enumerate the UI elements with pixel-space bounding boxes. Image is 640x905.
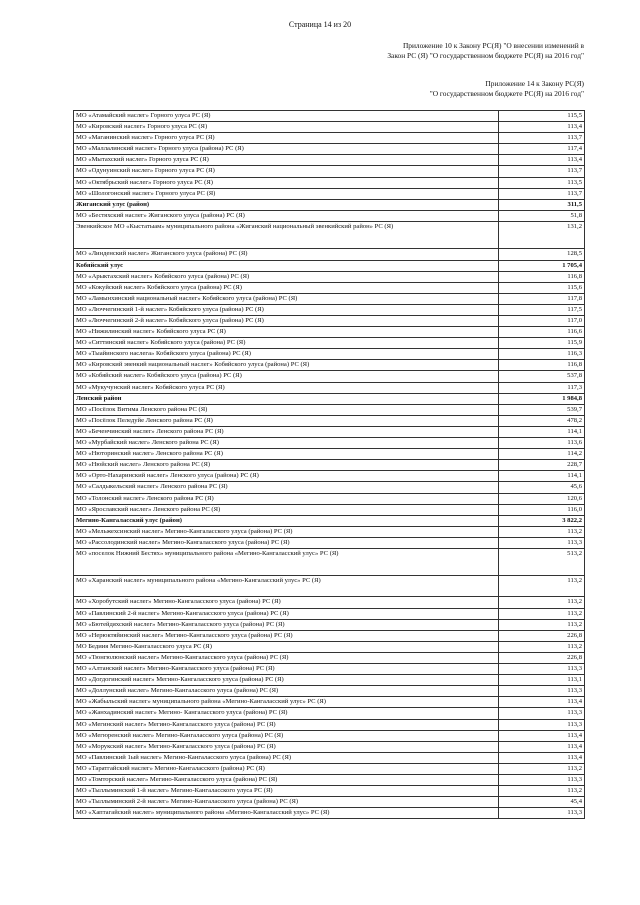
table-row <box>74 786 585 797</box>
row-value-cell: 116,8 <box>499 360 585 371</box>
table-row <box>74 730 585 741</box>
row-name-cell: МО «Рассолодинский наслег» Мегино-Кангаласского улуса (района) РС (Я) <box>74 537 499 548</box>
row-value-cell: 113,3 <box>499 719 585 730</box>
row-value-cell: 115,9 <box>499 338 585 349</box>
row-value-cell: 113,4 <box>499 741 585 752</box>
row-value-cell: 113,4 <box>499 155 585 166</box>
row-name-cell: МО «Алтанский наслег» Мегино-Кангаласского улуса (района) РС (Я) <box>74 664 499 675</box>
row-name-cell: МО «Бютейдяхский наслег» Мегино-Кангаласского улуса (района) РС (Я) <box>74 619 499 630</box>
table-group-row <box>74 515 585 526</box>
table-row <box>74 526 585 537</box>
row-name-cell: МО «Ламынхинский национальный наслег» Кобяйского улуса (района) РС (Я) <box>74 293 499 304</box>
row-value-cell: 51,8 <box>499 210 585 221</box>
row-value-cell: 131,2 <box>499 221 585 249</box>
row-value-cell: 116,3 <box>499 349 585 360</box>
row-name-cell: Эвенкийское МО «Кыстатыам» муниципального района «Жиганский национальный эвенкийский район» РС (Я) <box>74 221 499 249</box>
table-row <box>74 304 585 315</box>
table-row <box>74 166 585 177</box>
row-name-cell: МО «Ситтинский наслег» Кобяйского улуса (района) РС (Я) <box>74 338 499 349</box>
table-row <box>74 282 585 293</box>
table-row <box>74 652 585 663</box>
table-row <box>74 619 585 630</box>
table-row <box>74 741 585 752</box>
table-group-row <box>74 199 585 210</box>
row-name-cell: МО «Тыллыминский 1-й наслег» Мегино-Кангаласского улуса РС (Я) <box>74 786 499 797</box>
row-name-cell: МО Бедиия Мегино-Кангаласского улуса РС (Я) <box>74 641 499 652</box>
row-name-cell: МО «Линденский наслег» Жиганского улуса (района) РС (Я) <box>74 249 499 260</box>
row-value-cell: 113,3 <box>499 774 585 785</box>
table-row <box>74 752 585 763</box>
row-value-cell: 114,1 <box>499 426 585 437</box>
table-row <box>74 188 585 199</box>
row-value-cell: 226,8 <box>499 630 585 641</box>
appendix-10-line-2: Закон РС (Я) "О государственном бюджете РС(Я) на 2016 год" <box>387 51 584 60</box>
table-row <box>74 349 585 360</box>
row-value-cell: 117,3 <box>499 382 585 393</box>
table-row <box>74 597 585 608</box>
row-value-cell: 113,1 <box>499 675 585 686</box>
table-row <box>74 449 585 460</box>
row-value-cell: 45,6 <box>499 482 585 493</box>
row-name-cell: МО «Павлинский 1ый наслег» Мегино-Кангаласского улуса (района) РС (Я) <box>74 752 499 763</box>
table-row <box>74 271 585 282</box>
table-row <box>74 360 585 371</box>
row-name-cell: МО «Нижилинский наслег» Кобяйского улуса РС (Я) <box>74 327 499 338</box>
row-name-cell: МО «Толонский наслег» Ленского района РС (Я) <box>74 493 499 504</box>
row-name-cell: МО «Маганинский наслег» Горного улуса РС (Я) <box>74 133 499 144</box>
table-row <box>74 576 585 597</box>
table-row <box>74 111 585 122</box>
row-name-cell: МО «Мельжехсинский наслег» Мегино-Кангаласского улуса (района) РС (Я) <box>74 526 499 537</box>
table-group-row <box>74 393 585 404</box>
row-value-cell: 228,7 <box>499 460 585 471</box>
row-value-cell: 113,3 <box>499 537 585 548</box>
row-value-cell: 113,2 <box>499 619 585 630</box>
row-name-cell: МО «Тыайинского наслега» Кобяйского улуса (района) РС (Я) <box>74 349 499 360</box>
table-row <box>74 471 585 482</box>
row-value-cell: 1 984,8 <box>499 393 585 404</box>
row-name-cell: МО «Шологонский наслег» Горного улуса РС (Я) <box>74 188 499 199</box>
row-value-cell: 113,4 <box>499 697 585 708</box>
appendix-14-line-1: Приложение 14 к Закону РС(Я) <box>485 79 584 88</box>
table-row <box>74 438 585 449</box>
row-value-cell: 128,5 <box>499 249 585 260</box>
row-name-cell: Мегино-Кангаласский улус (район) <box>74 515 499 526</box>
table-row <box>74 144 585 155</box>
table-row <box>74 548 585 576</box>
row-value-cell: 120,6 <box>499 493 585 504</box>
row-value-cell: 113,3 <box>499 664 585 675</box>
row-value-cell: 113,2 <box>499 576 585 597</box>
table-row <box>74 708 585 719</box>
row-value-cell: 539,7 <box>499 404 585 415</box>
row-value-cell: 117,4 <box>499 144 585 155</box>
row-value-cell: 113,4 <box>499 752 585 763</box>
row-value-cell: 113,2 <box>499 597 585 608</box>
row-name-cell: Ленский район <box>74 393 499 404</box>
table-row <box>74 426 585 437</box>
row-value-cell: 45,4 <box>499 797 585 808</box>
row-value-cell: 114,2 <box>499 449 585 460</box>
appendix-14-line-2: "О государственном бюджете РС(Я) на 2016 год" <box>429 89 584 98</box>
row-value-cell: 1 705,4 <box>499 260 585 271</box>
table-row <box>74 404 585 415</box>
table-row <box>74 155 585 166</box>
table-row <box>74 675 585 686</box>
table-row <box>74 327 585 338</box>
row-name-cell: МО «Ярославский наслег» Ленского района РС (Я) <box>74 504 499 515</box>
table-row <box>74 608 585 619</box>
row-name-cell: МО «Нерюктяйинский наслег» Мегино-Кангаласского улуса (района) РС (Я) <box>74 630 499 641</box>
row-value-cell: 113,3 <box>499 686 585 697</box>
row-value-cell: 226,8 <box>499 652 585 663</box>
appendix-10-caption <box>324 41 584 61</box>
row-value-cell: 113,2 <box>499 763 585 774</box>
row-name-cell: МО «Посёлок Пеледуйе Ленского района РС (Я) <box>74 415 499 426</box>
row-name-cell: МО «Арыктахский наслег» Кобяйского улуса (района) РС (Я) <box>74 271 499 282</box>
row-name-cell: МО «Доллунский наслег» Мегино-Кангаласского улуса (района) РС (Я) <box>74 686 499 697</box>
table-row <box>74 774 585 785</box>
table-row <box>74 697 585 708</box>
row-name-cell: МО «Тюнгюлюнский наслег» Мегино-Кангаласского улуса (района) РС (Я) <box>74 652 499 663</box>
row-name-cell: МО «Беченчинский наслег» Ленского района РС (Я) <box>74 426 499 437</box>
table-row <box>74 808 585 819</box>
table-row <box>74 122 585 133</box>
row-value-cell: 114,1 <box>499 471 585 482</box>
row-name-cell: МО «Павлинский 2-й наслег» Мегино-Кангаласского улуса (района) РС (Я) <box>74 608 499 619</box>
row-value-cell: 116,6 <box>499 327 585 338</box>
row-value-cell: 113,2 <box>499 641 585 652</box>
row-name-cell: МО «Мурбайский наслег» Ленского района РС (Я) <box>74 438 499 449</box>
table-row <box>74 293 585 304</box>
row-name-cell: МО «Люччегинский 2-й наслег» Кобяйского улуса (района) РС (Я) <box>74 316 499 327</box>
table-row <box>74 493 585 504</box>
table-row <box>74 630 585 641</box>
table-row <box>74 133 585 144</box>
row-value-cell: 113,6 <box>499 438 585 449</box>
table-row <box>74 210 585 221</box>
table-row <box>74 371 585 382</box>
row-name-cell: МО «Таратгайский наслег» Мегино-Кангаласского (района) РС (Я) <box>74 763 499 774</box>
row-name-cell: МО «Бестяхский наслег» Жиганского улуса (района) РС (Я) <box>74 210 499 221</box>
row-name-cell: МО «Мегинский наслег» Мегино-Кангаласского улуса (района) РС (Я) <box>74 719 499 730</box>
table-row <box>74 537 585 548</box>
row-value-cell: 117,0 <box>499 316 585 327</box>
row-name-cell: МО «Тыллыминский 2-й наслег» Мегино-Кангаласского улуса (района) РС (Я) <box>74 797 499 808</box>
row-value-cell: 113,2 <box>499 608 585 619</box>
row-value-cell: 513,2 <box>499 548 585 576</box>
row-name-cell: МО «Мукучунский наслег» Кобяйского улуса РС (Я) <box>74 382 499 393</box>
row-name-cell: МО «Харанский наслег» муниципального района «Мегино-Кангаласский улус» РС (Я) <box>74 576 499 597</box>
row-value-cell: 113,2 <box>499 526 585 537</box>
row-name-cell: МО «Нюторинский наслег» Ленского района РС (Я) <box>74 449 499 460</box>
budget-table-body <box>74 111 585 819</box>
table-row <box>74 221 585 249</box>
row-value-cell: 113,7 <box>499 188 585 199</box>
row-name-cell: МО «Жабыльский наслег» муниципального района «Мегино-Кангаласский улус» РС (Я) <box>74 697 499 708</box>
table-row <box>74 504 585 515</box>
row-value-cell: 113,2 <box>499 786 585 797</box>
row-name-cell: МО «Люччегинский 1-й наслег» Кобяйского улуса (района) РС (Я) <box>74 304 499 315</box>
row-name-cell: МО «Кокуйский наслег» Кобяйского улуса (района) РС (Я) <box>74 282 499 293</box>
table-row <box>74 460 585 471</box>
row-name-cell: МО «Кировский наслег» Горного улуса РС (Я) <box>74 122 499 133</box>
table-row <box>74 482 585 493</box>
row-value-cell: 116,0 <box>499 504 585 515</box>
table-row <box>74 686 585 697</box>
row-value-cell: 478,2 <box>499 415 585 426</box>
table-row <box>74 641 585 652</box>
row-name-cell: МО «Морукский наслег» Мегино-Кангаласского улуса (района) РС (Я) <box>74 741 499 752</box>
row-name-cell: МО «Салдыкельский наслег» Ленского района РС (Я) <box>74 482 499 493</box>
row-name-cell: МО «Мытахский наслег» Горного улуса РС (Я) <box>74 155 499 166</box>
row-name-cell: МО «Атамайский наслег» Горного улуса РС (Я) <box>74 111 499 122</box>
table-row <box>74 797 585 808</box>
row-value-cell: 113,3 <box>499 708 585 719</box>
row-value-cell: 113,5 <box>499 177 585 188</box>
row-value-cell: 113,3 <box>499 808 585 819</box>
table-row <box>74 382 585 393</box>
table-row <box>74 763 585 774</box>
row-value-cell: 115,5 <box>499 111 585 122</box>
row-name-cell: МО «Кобяйский наслег» Кобяйского улуса (района) РС (Я) <box>74 371 499 382</box>
budget-table <box>73 110 585 819</box>
row-name-cell: МО «поселок Нижний Бестях» муниципального района «Мегино-Кангаласский улус» РС (Я) <box>74 548 499 576</box>
row-value-cell: 3 822,2 <box>499 515 585 526</box>
row-value-cell: 115,6 <box>499 282 585 293</box>
table-row <box>74 177 585 188</box>
row-value-cell: 537,8 <box>499 371 585 382</box>
row-name-cell: МО «Посёлок Витима Ленского района РС (Я) <box>74 404 499 415</box>
table-row <box>74 316 585 327</box>
row-name-cell: МО «Маллалинский наслег» Горного улуса (района) РС (Я) <box>74 144 499 155</box>
row-name-cell: Жиганский улус (район) <box>74 199 499 210</box>
row-value-cell: 113,4 <box>499 730 585 741</box>
row-name-cell: МО «Жанхадинский наслег» Мегино- Кангаласского улуса (района) РС (Я) <box>74 708 499 719</box>
row-name-cell: МО «Одунуинский наслег» Горного улуса РС (Я) <box>74 166 499 177</box>
appendix-14-caption <box>344 79 584 99</box>
row-value-cell: 113,4 <box>499 122 585 133</box>
row-value-cell: 113,7 <box>499 133 585 144</box>
table-row <box>74 415 585 426</box>
row-name-cell: МО «Хоробутский наслег» Мегино-Кангаласского улуса (района) РС (Я) <box>74 597 499 608</box>
appendix-10-line-1: Приложение 10 к Закону РС(Я) "О внесении изменений в <box>402 41 584 50</box>
row-name-cell: МО «Кировский эвенкий национальный наслег» Кобяйского улуса (района) РС (Я) <box>74 360 499 371</box>
row-name-cell: Кобяйский улус <box>74 260 499 271</box>
table-row <box>74 664 585 675</box>
table-row <box>74 338 585 349</box>
row-name-cell: МО «Нюйский наслег» Ленского района РС (Я) <box>74 460 499 471</box>
row-value-cell: 311,5 <box>499 199 585 210</box>
row-value-cell: 117,8 <box>499 293 585 304</box>
table-row <box>74 719 585 730</box>
row-value-cell: 117,5 <box>499 304 585 315</box>
row-name-cell: МО «Мегюренский наслег» Мегино-Кангаласского улуса (района) РС (Я) <box>74 730 499 741</box>
table-group-row <box>74 260 585 271</box>
row-value-cell: 116,8 <box>499 271 585 282</box>
row-name-cell: МО «Хаптагайский наслег» муниципального района «Мегино-Кангаласский улус» РС (Я) <box>74 808 499 819</box>
row-name-cell: МО «Орто-Нахаринский наслег» Ленского улуса (района) РС (Я) <box>74 471 499 482</box>
table-row <box>74 249 585 260</box>
row-name-cell: МО «Томторский наслег» Мегино-Кангаласского улуса (района) РС (Я) <box>74 774 499 785</box>
row-value-cell: 113,7 <box>499 166 585 177</box>
row-name-cell: МО «Догдогинский наслег» Мегино-Кангаласского улуса (района) РС (Я) <box>74 675 499 686</box>
page-number: Страница 14 из 20 <box>288 20 352 29</box>
row-name-cell: МО «Октябрьский наслег» Горного улуса РС (Я) <box>74 177 499 188</box>
